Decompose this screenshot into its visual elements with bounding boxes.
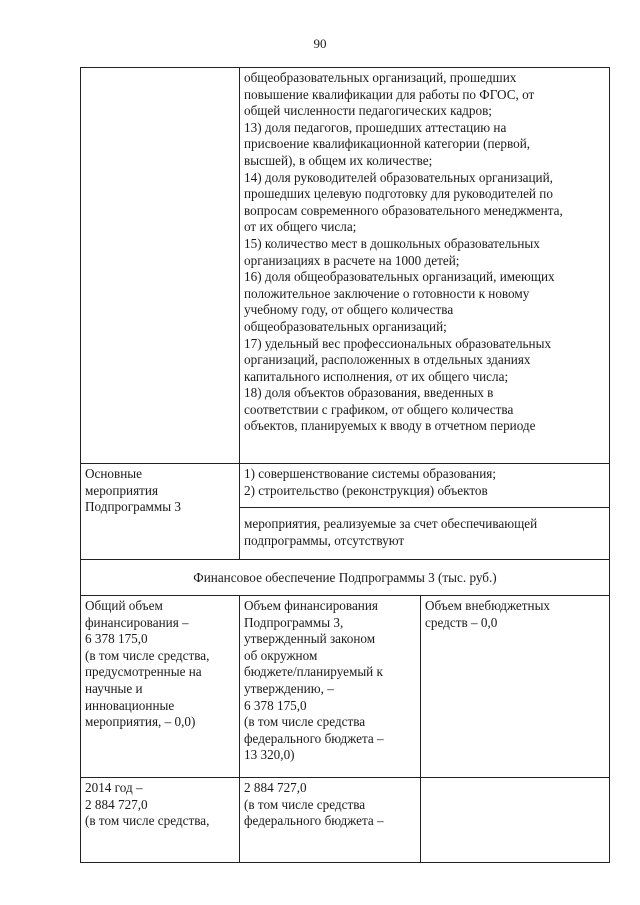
financing-year-row [81, 777, 609, 862]
indicators-row [81, 68, 609, 463]
indicators-cell [240, 68, 609, 463]
text-line: 2014 год – [85, 780, 143, 795]
text-line: бюджете/планируемый к [244, 664, 383, 680]
financing-budget-cell [240, 596, 421, 777]
subprogram-table [80, 67, 610, 863]
financing-extra-budget-cell [421, 596, 609, 777]
text-line: 2 884 727,0 [85, 796, 148, 812]
text-line: учебному году, от общего количества [244, 302, 454, 318]
measures-item-line: 2) строительство (реконструкция) объектов [244, 482, 488, 498]
text-line: федерального бюджета – [244, 730, 384, 746]
text-line: утвержденный законом [244, 631, 376, 647]
text-line: общей численности педагогических кадров; [244, 103, 492, 119]
text-line: 13) доля педагогов, прошедших аттестацию на [244, 119, 507, 135]
measures-label-cell [81, 464, 240, 559]
measures-label-line: Основные [85, 466, 143, 481]
text-line: Объем финансирования [244, 598, 378, 613]
measures-note [240, 508, 609, 558]
text-line: предусмотренные на [85, 664, 202, 680]
text-line: Подпрограммы 3, [244, 614, 344, 630]
text-line: 17) удельный вес профессиональных образовательных [244, 335, 552, 351]
measures-items [240, 464, 609, 508]
text-line: Общий объем [85, 598, 163, 613]
measures-label-line: Подпрограммы 3 [85, 499, 181, 515]
text-line: высшей), в общем их количестве; [244, 152, 433, 168]
text-line: (в том числе средства, [85, 647, 210, 663]
text-line: 6 378 175,0 [244, 697, 307, 713]
text-line: прошедших целевую подготовку для руководителей по [244, 186, 553, 202]
measures-row [81, 463, 609, 559]
measures-note-line: мероприятия, реализуемые за счет обеспечивающей [244, 516, 538, 531]
text-line: (в том числе средства, [85, 813, 210, 829]
text-line: 15) количество мест в дошкольных образовательных [244, 235, 540, 251]
measures-label-line: мероприятия [85, 482, 159, 498]
financing-totals-row [81, 595, 609, 777]
measures-content-cell [240, 464, 609, 559]
text-line: федерального бюджета – [244, 813, 384, 829]
year-total-cell [81, 778, 240, 862]
text-line: об окружном [244, 647, 318, 663]
text-line: финансирования – [85, 614, 189, 630]
text-line: 6 378 175,0 [85, 631, 148, 647]
text-line: общеобразовательных организаций, прошедших [244, 70, 517, 85]
text-line: научные и [85, 680, 143, 696]
text-line: капитального исполнения, от их общего числа; [244, 368, 509, 384]
text-line: общеобразовательных организаций; [244, 318, 447, 334]
text-line: 16) доля общеобразовательных организаций, имеющих [244, 269, 555, 285]
text-line: соответствии с графиком, от общего количества [244, 401, 514, 417]
text-line: объектов, планируемых к вводу в отчетном периоде [244, 418, 536, 434]
text-line: 13 320,0) [244, 747, 295, 763]
text-line: (в том числе средства [244, 714, 366, 730]
text-line: мероприятия, – 0,0) [85, 714, 196, 730]
measures-item-line: 1) совершенствование системы образования; [244, 466, 497, 481]
text-line: вопросам современного образовательного менеджмента, [244, 202, 563, 218]
text-line: Объем внебюджетных [425, 598, 551, 613]
page-number: 90 [313, 36, 327, 51]
text-line: повышение квалификации для работы по ФГОС, от [244, 86, 535, 102]
text-line: от их общего числа; [244, 219, 357, 235]
text-line: организаций, расположенных в отдельных зданиях [244, 352, 531, 368]
indicators-label-cell [81, 68, 240, 463]
text-line: инновационные [85, 697, 175, 713]
text-line: положительное заключение о готовности к новому [244, 285, 530, 301]
text-line: 2 884 727,0 [244, 780, 307, 795]
text-line: организациях в расчете на 1000 детей; [244, 252, 460, 268]
year-budget-cell [240, 778, 421, 862]
year-extra-cell [421, 778, 609, 862]
text-line: 18) доля объектов образования, введенных в [244, 385, 494, 401]
measures-note-line: подпрограммы, отсутствуют [244, 532, 405, 548]
financing-header: Финансовое обеспечение Подпрограммы 3 (тыс. руб.) [81, 559, 609, 595]
text-line: 14) доля руководителей образовательных организаций, [244, 169, 553, 185]
text-line: присвоение квалификационной категории (первой, [244, 136, 531, 152]
text-line: утверждению, – [244, 680, 334, 696]
financing-total-cell [81, 596, 240, 777]
text-line: средств – 0,0 [425, 614, 498, 630]
text-line: (в том числе средства [244, 796, 366, 812]
